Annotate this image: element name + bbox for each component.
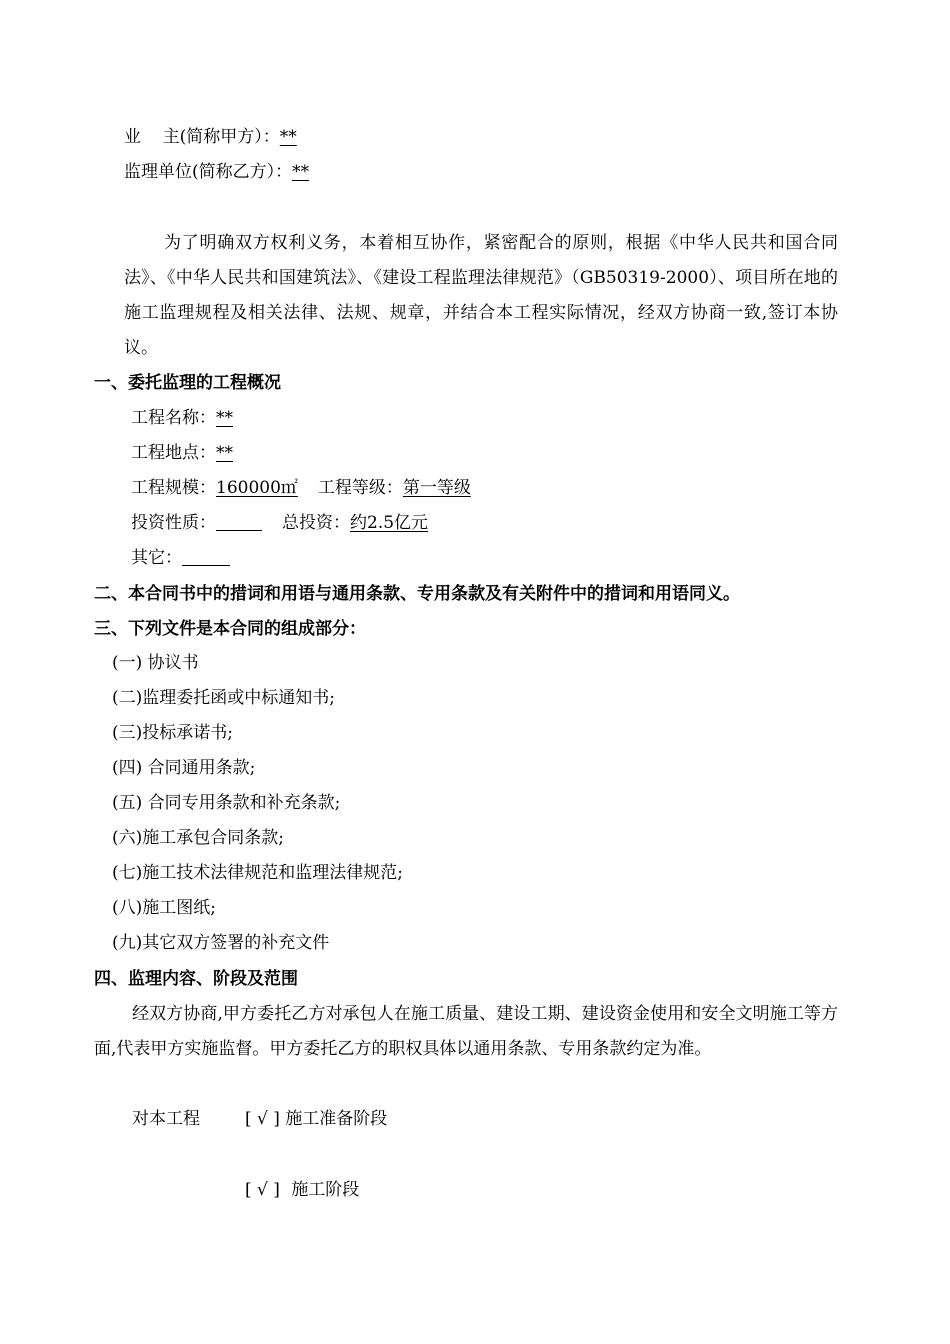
document-item: (二)监理委托函或中标通知书; <box>112 688 335 708</box>
document-item: (九)其它双方签署的补充文件 <box>112 933 330 953</box>
investment-line <box>131 511 428 535</box>
project-name-line <box>131 406 233 430</box>
supervisor-label: 监理单位(简称乙方）： <box>124 162 293 182</box>
owner-value: ** <box>279 127 297 147</box>
stage-construction-line <box>245 1178 359 1202</box>
project-location-value: ** <box>216 443 233 463</box>
document-item: (一) 协议书 <box>112 653 199 673</box>
intro-paragraph: 为了明确双方权利义务，本着相互协作，紧密配合的原则，根据《中华人民共和国合同法》、《中华人民共和国建筑法》、《建设工程监理法律规范》（GB50319-2000）、项目所在地的施工监理规程及相关法律、法规、规章，并结合本工程实际情况，经双方协商一致,签订本协议。 <box>124 233 838 358</box>
investment-nature-blank <box>216 512 262 531</box>
section4-heading: 四、监理内容、阶段及范围 <box>94 969 298 989</box>
document-item: (四) 合同通用条款; <box>112 758 256 778</box>
project-scale-label: 工程规模： <box>131 478 216 498</box>
checkbox-checked-icon: [ √ ] <box>245 1180 280 1200</box>
checkbox-checked-icon: [ √ ] <box>245 1109 280 1129</box>
project-grade-label: 工程等级： <box>317 478 403 498</box>
scope-label: 对本工程 <box>132 1109 200 1129</box>
document-item: (八)施工图纸; <box>112 898 216 918</box>
section4-paragraph: 经双方协商,甲方委托乙方对承包人在施工质量、建设工期、建设资金使用和安全文明施工等方面,代表甲方实施监督。甲方委托乙方的职权具体以通用条款、专用条款约定为准。 <box>94 1004 838 1059</box>
project-name-value: ** <box>216 408 233 428</box>
total-investment-value: 约2.5亿元 <box>350 513 429 533</box>
document-item: (三)投标承诺书; <box>112 723 233 743</box>
stage-construction-label: 施工阶段 <box>291 1180 360 1200</box>
document-item: (六)施工承包合同条款; <box>112 828 284 848</box>
section3-heading: 三、下列文件是本合同的组成部分： <box>94 619 366 639</box>
document-item: (七)施工技术法律规范和监理法律规范; <box>112 863 403 883</box>
supervisor-line <box>124 160 309 184</box>
project-location-label: 工程地点： <box>131 443 216 463</box>
section2-heading: 二、本合同书中的措词和用语与通用条款、专用条款及有关附件中的措词和用语同义。 <box>94 584 740 604</box>
owner-line <box>124 125 297 149</box>
other-blank <box>182 547 230 566</box>
project-scale-line <box>131 476 471 500</box>
other-line <box>131 546 230 570</box>
other-label: 其它： <box>131 548 182 568</box>
total-investment-label: 总投资： <box>282 513 350 533</box>
stage-preparation-label: 施工准备阶段 <box>285 1109 388 1129</box>
project-scale-value: 160000㎡ <box>216 478 298 498</box>
project-grade-value: 第一等级 <box>402 478 471 498</box>
document-item: (五) 合同专用条款和补充条款; <box>112 793 341 813</box>
project-location-line <box>131 441 233 465</box>
section1-heading: 一、委托监理的工程概况 <box>94 373 281 393</box>
investment-nature-label: 投资性质： <box>131 513 216 533</box>
supervisor-value: ** <box>292 162 310 182</box>
project-name-label: 工程名称： <box>131 408 216 428</box>
owner-label: 业 主(简称甲方）： <box>124 127 280 147</box>
stage-preparation-line <box>245 1107 387 1131</box>
